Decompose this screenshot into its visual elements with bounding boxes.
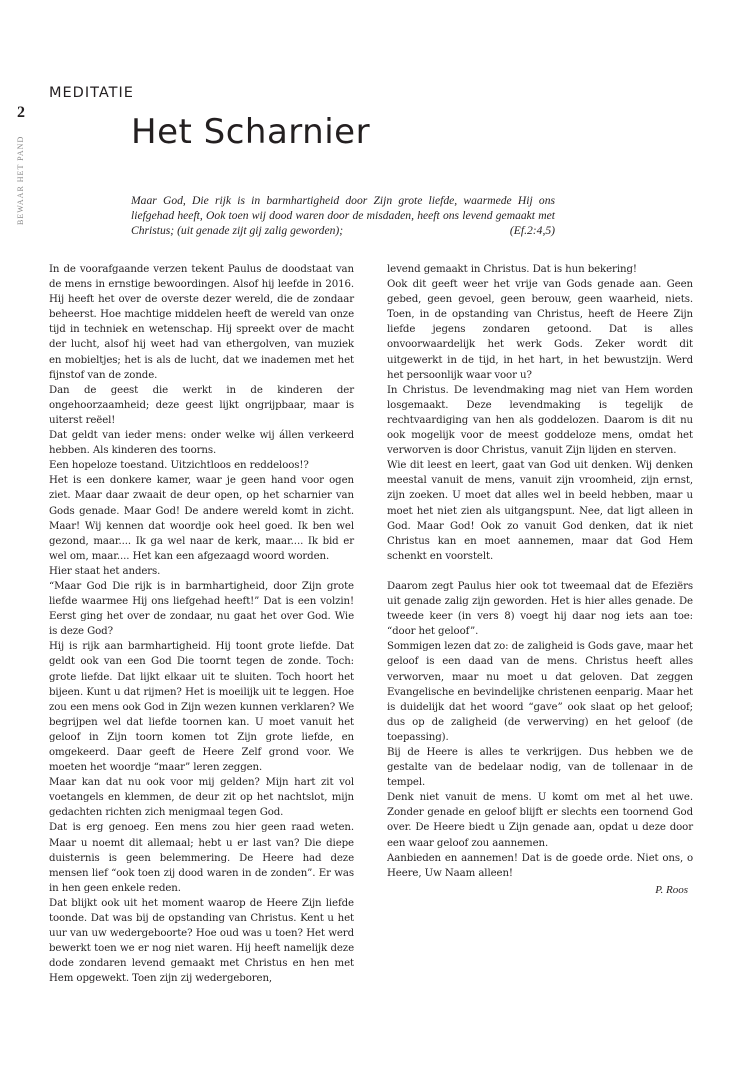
paragraph: Het is een donkere kamer, waar je geen hand voor ogen ziet. Maar daar zwaait de deur open, op het scharnier van Gods genade. Maar God! De andere wereld komt in zicht. Maar! Wij kennen dat woordje ook heel goed. Ik ben wel gezond, maar.... Ik ga wel naar de kerk, maar.... Ik bid er wel om, maar.... Het kan een afgezaagd woord worden. xyxy=(49,475,354,562)
paragraph: Aanbieden en aannemen! Dat is de goede orde. Niet ons, o Heere, Uw Naam alleen! xyxy=(387,852,693,879)
paragraph: Dat blijkt ook uit het moment waarop de Heere Zijn liefde toonde. Dat was bij de opstanding van Christus. Kent u het uur van uw wedergeboorte? Hoe oud was u toen? Het werd bewerkt toen we er nog niet waren. Hij heeft namelijk deze dode zondaren levend gemaakt met Christus en hen met Hem opgewekt. Toen zijn zij wedergeboren, xyxy=(49,897,354,985)
paragraph: Dan de geest die werkt in de kinderen der ongehoorzaamheid; deze geest lijkt ongrijpbaar, maar is uiterst reëel! xyxy=(49,384,354,426)
paragraph: Wie dit leest en leert, gaat van God uit denken. Wij denken meestal vanuit de mens, vanuit zijn vroomheid, zijn ernst, zijn zoeken. U moet dat alles wel in beeld hebben, maar u moet het niet zien als uitgangspunt. Nee, dat ligt alleen in God. Maar God! Ook zo vanuit God denken, dat ik niet Christus kan en moet aannemen, maar dat God Hem schenkt en voorstelt. xyxy=(387,460,693,562)
paragraph: Sommigen lezen dat zo: de zaligheid is Gods gave, maar het geloof is een daad van de mens. Christus heeft alles verworven, maar nu moet u dat geloven. Dat zeggen Evangelische en bevindelijke christenen eenparig. Maar het is duidelijk dat het woord “gave” ook slaat op het geloof; dus op de zaligheid (de verwerving) en het geloof (de toepassing). xyxy=(387,641,693,743)
paragraph: Maar kan dat nu ook voor mij gelden? Mijn hart zit vol voetangels en klemmen, de deur zit op het nachtslot, mijn gedachten richten zich menigmaal tegen God. xyxy=(49,777,354,819)
magazine-name-vertical: BEWAAR HET PAND xyxy=(16,135,25,225)
paragraph: Daarom zegt Paulus hier ook tot tweemaal dat de Efeziërs uit genade zalig zijn geworden. Het is hier alles genade. De tweede keer (in vers 8) voegt hij daar nog iets aan toe: “door het geloof”. xyxy=(387,580,693,638)
paragraph: In Christus. De levendmaking mag niet van Hem worden losgemaakt. Deze levendmaking is tegelijk de rechtvaardiging van hen als goddelozen. Daarom is dit nu ook mogelijk voor de meest goddeloze mens, omdat het verworven is door Christus, vanuit Zijn lijden en sterven. xyxy=(387,384,693,457)
article-title: Het Scharnier xyxy=(131,112,371,152)
paragraph: Dat is erg genoeg. Een mens zou hier geen raad weten. Maar u noemt dit allemaal; hebt u er last van? Die diepe duisternis is geen belemmering. De Heere had deze mensen lief “ook toen zij dood waren in de zonden”. Er was in hen geen enkele reden. xyxy=(49,822,354,894)
paragraph: Ook dit geeft weer het vrije van Gods genade aan. Geen gebed, geen gevoel, geen berouw, geen waarheid, niets. Toen, in de opstanding van Christus, heeft de Heere Zijn liefde jegens zondaren getoond. Dat is alles onvoorwaardelijk het werk Gods. Zeker wordt dit uitgewerkt in de tijd, in het hart, in het bewustzijn. Werd het persoonlijk waar voor u? xyxy=(387,279,693,381)
author-signature: P. Roos xyxy=(655,884,688,896)
paragraph: Hier staat het anders. xyxy=(49,565,161,577)
paragraph: Dat geldt van ieder mens: onder welke wij állen verkeerd hebben. Als kinderen des toorns. xyxy=(49,430,354,457)
paragraph: Denk niet vanuit de mens. U komt om met al het uwe. Zonder genade en geloof blijft er slechts een toornend God over. De Heere biedt u Zijn genade aan, opdat u deze door een waar geloof zou aannemen. xyxy=(387,792,693,849)
paragraph: “Maar God Die rijk is in barmhartigheid, door Zijn grote liefde waarmee Hij ons liefgehad heeft!” Dat is een volzin! Eerst ging het over de zondaar, nu gaat het over God. Wie is deze God? xyxy=(49,580,354,638)
paragraph: Een hopeloze toestand. Uitzichtloos en reddeloos!? xyxy=(49,460,309,472)
page-number: 2 xyxy=(17,104,25,121)
right-column xyxy=(387,262,693,881)
left-column xyxy=(49,262,354,987)
quote-text: Maar God, Die rijk is in barmhartigheid door Zijn grote liefde, waarmede Hij ons liefgehad heeft, Ook toen wij dood waren door de misdaden, heeft ons levend gemaakt met Christus; (uit genade zijt gij zalig geworden); xyxy=(131,194,555,237)
paragraph: Bij de Heere is alles te verkrijgen. Dus hebben we de gestalte van de bedelaar nodig, van de tollenaar in de tempel. xyxy=(387,747,693,789)
paragraph: levend gemaakt in Christus. Dat is hun bekering! xyxy=(387,264,637,275)
quote-reference: (Ef.2:4,5) xyxy=(509,224,555,237)
paragraph: Hij is rijk aan barmhartigheid. Hij toont grote liefde. Dat geldt ook van een God Die toornt tegen de zonde. Toch: grote liefde. Dat lijkt elkaar uit te sluiten. Toch hoort het bijeen. Kunt u dat rijmen? Het is moeilijk uit te leggen. Hoe zou een mens ook God in Zijn wezen kunnen verklaren? We begrijpen wel dat liefde toornen kan. U moet vanuit het geloof in Zijn toorn komen tot Zijn grote liefde, en omgekeerd. Daar geeft de Heere Zelf grond voor. We moeten het woordje “maar” leren zeggen. xyxy=(49,641,354,774)
section-label: MEDITATIE xyxy=(49,85,134,101)
paragraph: In de voorafgaande verzen tekent Paulus de doodstaat van de mens in ernstige bewoordingen. Alsof hij leefde in 2016. Hij heeft het over de overste dezer wereld, die de zondaar beheerst. Hoe machtige middelen heeft de wereld van onze tijd in techniek en wetenschap. Hij spreekt over de macht der lucht, alsof hij weet had van ethergolven, van muziek en mobieltjes; het is als de lucht, dat we inademen met het fijnstof van de zonde. xyxy=(49,264,354,381)
scripture-quote xyxy=(131,193,555,238)
